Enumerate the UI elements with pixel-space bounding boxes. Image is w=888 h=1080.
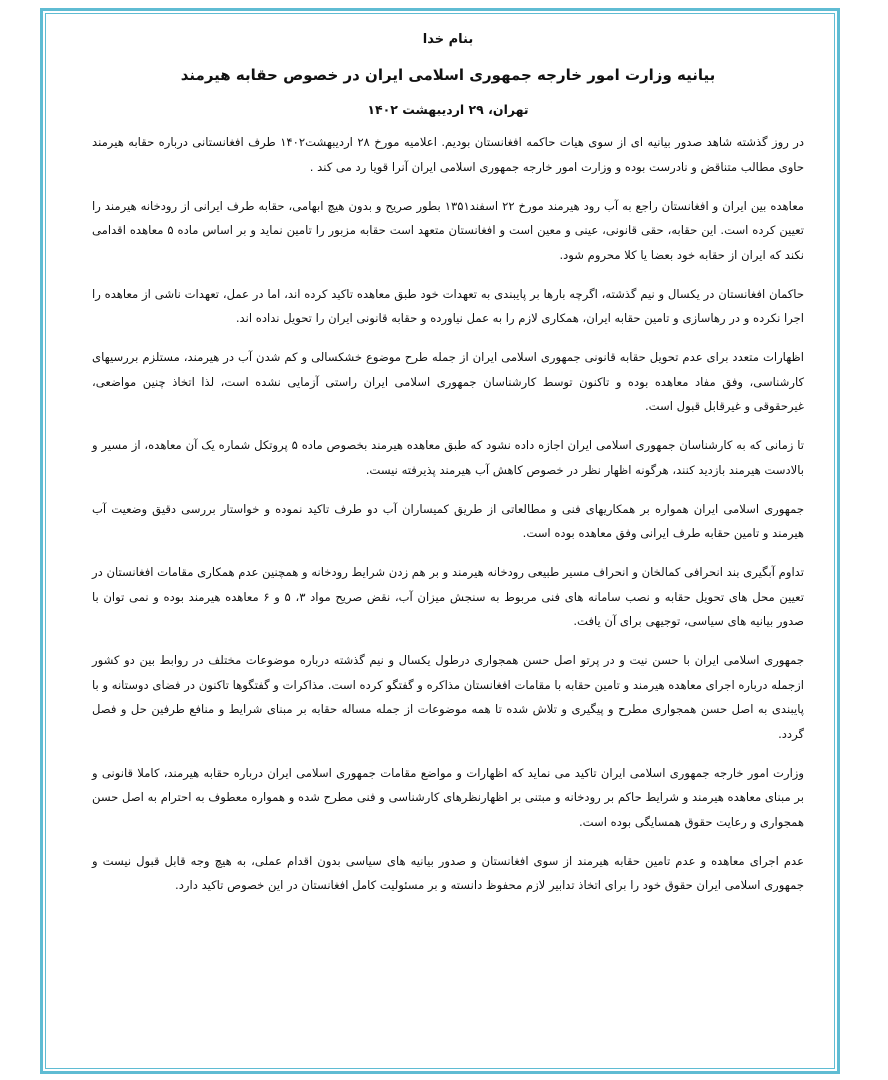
paragraph: تا زمانی که به کارشناسان جمهوری اسلامی ایران اجازه داده نشود که طبق معاهده هیرمند بخصوص ماده ۵ پروتکل شماره یک آن معاهده، از مسیر و بالادست هیرمند بازدید کنند، هرگونه اظهار نظر در خصوص کاهش آب هیرمند پذیرفته نیست. [92, 438, 805, 477]
paragraph: جمهوری اسلامی ایران همواره بر همکاریهای فنی و مطالعاتی از طریق کمیساران آب دو طرف تاکید نموده و خواستار بررسی دقیق وضعیت آب هیرمند و تامین حقابه طرف ایرانی وفق معاهده بوده است. [92, 501, 804, 540]
paragraph: تداوم آبگیری بند انحرافی کمالخان و انحراف مسیر طبیعی رودخانه هیرمند و بر هم زدن شرایط رودخانه و همچنین عدم همکاری مقامات افغانستان در تعیین محل های تحویل حقابه و نصب سامانه های فنی مربوط به سنجش میزان آب، نقض صریح مواد ۳، ۵ و ۶ معاهده هیرمند بوده و نمی توان با صدور بیانیه های سیاسی، توجیهی برای آن یافت. [92, 565, 804, 628]
paragraph: جمهوری اسلامی ایران با حسن نیت و در پرتو اصل حسن همجواری درطول یکسال و نیم گذشته درباره موضوعات مختلف در روابط بین دو کشور ازجمله درباره اجرای معاهده هیرمند و تامین حقابه با مقامات افغانستان مذاکره و گفتگو کرده است. مذاکرات و گفتگوها تاکنون در فضای دوستانه و با پایبندی به اصل حسن همجواری مطرح و پیگیری و تلاش شده تا همه موضوعات از جمله مساله حقابه بر مبنای شرایط و منافع طرفین حل و فصل گردد. [92, 653, 804, 741]
statement-dateline: تهران، ۲۹ اردیبهشت ۱۴۰۲ [367, 102, 529, 117]
paragraph: اظهارات متعدد برای عدم تحویل حقابه قانونی جمهوری اسلامی ایران از جمله طرح موضوع خشکسالی و کم شدن آب در هیرمند، مستلزم بررسیهای کارشناسی، وفق مفاد معاهده بوده و تاکنون توسط کارشناسان جمهوری اسلامی ایران راستی آزمایی نشده است، لذا اتخاذ چنین مواضعی، غیرحقوقی و غیرقابل قبول است. [92, 350, 804, 413]
invocation-heading: بنام خدا [422, 32, 474, 47]
statement-body [92, 30, 804, 912]
paragraph: معاهده بین ایران و افغانستان راجع به آب رود هیرمند مورخ ۲۲ اسفند۱۳۵۱ بطور صریح و بدون هیچ ابهامی، حقابه طرف ایرانی از رودخانه هیرمند را تعیین کرده است. این حقابه، حقی قانونی، عینی و معین است و افغانستان متعهد است حقابه مزبور را تامین نماید و بر اساس ماده ۵ معاهده اقدامی نکند که ایران از حقابه خود بعضا یا کلا محروم شود. [92, 198, 804, 262]
paragraph: وزارت امور خارجه جمهوری اسلامی ایران تاکید می نماید که اظهارات و مواضع مقامات جمهوری اسلامی ایران درباره حقابه هیرمند، کاملا قانونی و بر مبنای معاهده هیرمند و شرایط حاکم بر رودخانه و مبتنی بر اظهارنظرهای کارشناسی و فنی مطرح شده و همواره معطوف به احترام به اصل حسن همجواری و رعایت حقوق همسایگی بوده است. [92, 765, 804, 829]
paragraph: عدم اجرای معاهده و عدم تامین حقابه هیرمند از سوی افغانستان و صدور بیانیه های سیاسی بدون اقدام عملی، به هیچ وجه قابل قبول نیست و جمهوری اسلامی ایران حقوق خود را برای اتخاذ تدابیر لازم محفوظ دانسته و بر مسئولیت کامل افغانستان در این خصوص تاکید دارد. [92, 853, 804, 892]
paragraph: حاکمان افغانستان در یکسال و نیم گذشته، اگرچه بارها بر پایبندی به تعهدات خود طبق معاهده تاکید کرده اند، اما در عمل، تعهدات ناشی از معاهده را اجرا نکرده و در رهاسازی و تامین حقابه ایران، همکاری لازم را به عمل نیاورده و حقابه قانونی ایران را تحویل نداده اند. [92, 286, 804, 325]
paragraph: در روز گذشته شاهد صدور بیانیه ای از سوی هیات حاکمه افغانستان بودیم. اعلامیه مورخ ۲۸ اردیبهشت۱۴۰۲ طرف افغانستانی درباره حقابه هیرمند حاوی مطالب متناقض و نادرست بوده و وزارت امور خارجه جمهوری اسلامی ایران آنرا قویا رد می کند . [92, 135, 804, 174]
statement-title: بیانیه وزارت امور خارجه جمهوری اسلامی ایران در خصوص حقابه هیرمند [180, 66, 716, 84]
